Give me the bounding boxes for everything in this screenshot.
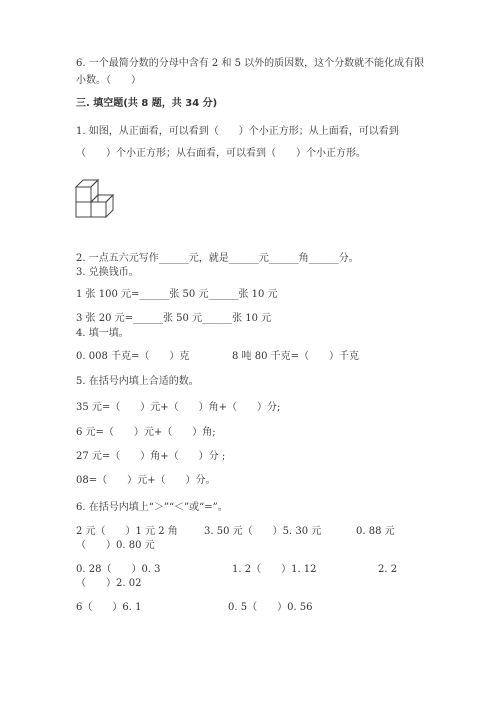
q1-line1: 1. 如图，从正面看，可以看到（ ）个小正方形；从上面看，可以看到: [76, 126, 399, 137]
q6-r2-a: 0. 28（ ）0. 3: [76, 564, 161, 575]
q5-row1: 35 元=（ ）元+（ ）角+（ ）分;: [76, 402, 281, 413]
q3-title: 3. 兑换钱币。: [76, 267, 139, 278]
q5-row3: 27 元=（ ）角+（ ）分 ;: [76, 451, 226, 462]
q5-row4: 08=（ ）元+（ ）分。: [76, 475, 216, 486]
q5-title: 5. 在括号内填上合适的数。: [76, 376, 199, 387]
q3-row1: 1 张 100 元=______张 50 元______张 10 元: [76, 289, 278, 300]
q4-right: 8 吨 80 千克=（ ）千克: [232, 351, 360, 362]
section-heading: 三. 填空题(共 8 题，共 34 分): [76, 98, 218, 109]
q3-row2: 3 张 20 元=______张 50 元______张 10 元: [76, 313, 272, 324]
q4-left: 0. 008 千克=（ ）克: [76, 351, 190, 362]
q6-r3-b: 0. 5（ ）0. 56: [228, 602, 313, 613]
q5-row2: 6 元=（ ）元+（ ）角;: [76, 427, 216, 438]
q6-r1-d: （ ）0. 80 元: [76, 540, 155, 551]
q6-r2-d: （ ）2. 02: [76, 578, 142, 589]
q6-r3-a: 6（ ）6. 1: [76, 602, 142, 613]
q6-r1-b: 3. 50 元（ ）5. 30 元: [204, 526, 322, 537]
q6-line2: 小数。（ ）: [76, 75, 141, 86]
q6-r1-a: 2 元（ ）1 元 2 角: [76, 526, 178, 537]
q6-r1-c: 0. 88 元: [356, 526, 395, 537]
cube-stack-figure: [74, 178, 118, 222]
q4-title: 4. 填一填。: [76, 328, 129, 339]
q6-r2-c: 2. 2: [378, 564, 398, 575]
q6-line1: 6. 一个最简分数的分母中含有 2 和 5 以外的质因数，这个分数就不能化成有限: [76, 58, 425, 69]
q2-text: 2. 一点五六元写作______元，就是______元______角______分。: [76, 253, 359, 264]
q1-line2: （ ）个小正方形；从右面看，可以看到（ ）个小正方形。: [76, 148, 366, 159]
q6-title: 6. 在括号内填上“＞”“＜”或“=”。: [76, 502, 228, 513]
q6-r2-b: 1. 2（ ）1. 12: [232, 564, 317, 575]
